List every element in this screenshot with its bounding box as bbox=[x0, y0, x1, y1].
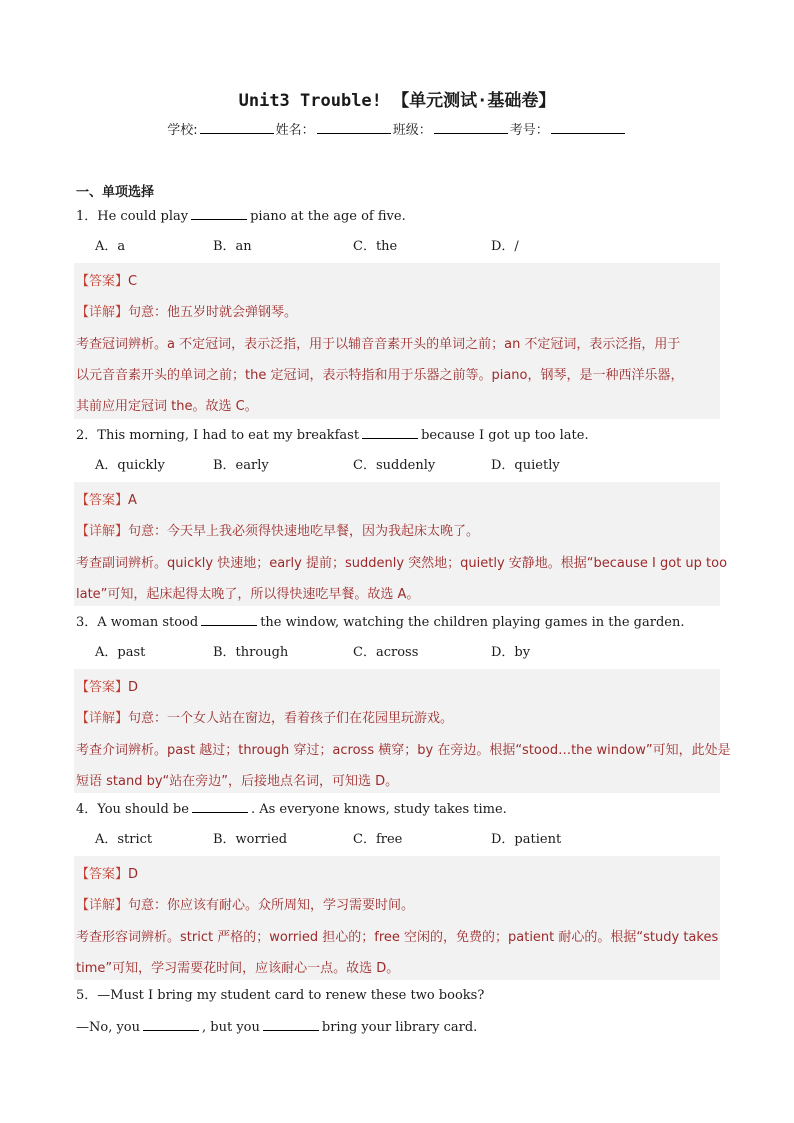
stem-text: , but you bbox=[202, 1020, 260, 1035]
stem-text: 1．He could play bbox=[76, 209, 189, 224]
detail-line bbox=[76, 707, 453, 726]
question-stem bbox=[76, 208, 406, 225]
stem-text: 2．This morning, I had to eat my breakfast bbox=[76, 428, 360, 443]
option-a[interactable]: A．past bbox=[95, 645, 146, 660]
analysis-line: 考查副词辨析。quickly 快速地；early 提前；suddenly 突然地；quietly 安静地。根据“because I got up too bbox=[76, 556, 728, 571]
answer-block bbox=[74, 856, 720, 980]
stem-text: bring your library card. bbox=[321, 1020, 478, 1035]
answer-blank bbox=[263, 1019, 319, 1031]
number-label: 考号： bbox=[509, 123, 549, 138]
stem-text: . As everyone knows, study takes time. bbox=[250, 802, 507, 817]
answer-value: A bbox=[128, 493, 137, 508]
answer-line bbox=[76, 863, 138, 882]
analysis-line: late”可知，起床起得太晚了，所以得快速吃早餐。故选 A。 bbox=[76, 587, 420, 602]
option-b[interactable]: B．worried bbox=[213, 832, 288, 847]
detail-line bbox=[76, 301, 297, 320]
answer-line bbox=[76, 270, 137, 289]
detail-tag: 【详解】 bbox=[76, 524, 129, 539]
option-b[interactable]: B．through bbox=[213, 645, 289, 660]
analysis-line: time”可知，学习需要花时间，应该耐心一点。故选 D。 bbox=[76, 961, 400, 976]
answer-blank bbox=[143, 1019, 199, 1031]
detail-tag: 【详解】 bbox=[76, 898, 129, 913]
analysis-line: 其前应用定冠词 the。故选 C。 bbox=[76, 399, 258, 414]
detail-text: 句意：他五岁时就会弹钢琴。 bbox=[128, 305, 298, 320]
answer-blank bbox=[362, 427, 418, 439]
name-label: 姓名： bbox=[275, 123, 315, 138]
stem-text: 4．You should be bbox=[76, 802, 189, 817]
analysis-line: 考查冠词辨析。a 不定冠词，表示泛指，用于以辅音音素开头的单词之前；an 不定冠词，表示泛指，用于 bbox=[76, 337, 681, 352]
answer-blank bbox=[191, 208, 247, 220]
detail-text: 句意：今天早上我必须得快速地吃早餐，因为我起床太晚了。 bbox=[128, 524, 480, 539]
class-label: 班级： bbox=[392, 123, 432, 138]
option-a[interactable]: A．a bbox=[95, 239, 126, 254]
question-stem: 5．—Must I bring my student card to renew these two books? bbox=[76, 988, 485, 1003]
detail-line bbox=[76, 520, 479, 539]
stem-text: piano at the age of five. bbox=[250, 209, 406, 224]
detail-text: 句意：一个女人站在窗边，看着孩子们在花园里玩游戏。 bbox=[128, 711, 454, 726]
answer-tag: 【答案】 bbox=[76, 274, 129, 289]
stem-text: the window, watching the children playing games in the garden. bbox=[260, 615, 685, 630]
answer-value: C bbox=[128, 274, 138, 289]
answer-value: D bbox=[128, 867, 139, 882]
analysis-line: 考查介词辨析。past 越过；through 穿过；across 横穿；by 在旁边。根据“stood…the window”可知，此处是 bbox=[76, 743, 731, 758]
answer-value: D bbox=[128, 680, 139, 695]
question-stem bbox=[76, 427, 589, 444]
answer-block bbox=[74, 263, 720, 419]
page-title: Unit3 Trouble! 【单元测试·基础卷】 bbox=[238, 91, 556, 111]
answer-blank bbox=[201, 614, 257, 626]
option-c[interactable]: C．suddenly bbox=[353, 458, 436, 473]
detail-line bbox=[76, 894, 414, 913]
detail-text: 句意：你应该有耐心。众所周知，学习需要时间。 bbox=[128, 898, 415, 913]
option-c[interactable]: C．the bbox=[353, 239, 398, 254]
analysis-line: 短语 stand by“站在旁边”，后接地点名词，可知选 D。 bbox=[76, 774, 399, 789]
stem-text: because I got up too late. bbox=[421, 428, 589, 443]
option-c[interactable]: C．free bbox=[353, 832, 403, 847]
school-label: 学校: bbox=[167, 123, 198, 138]
answer-block bbox=[74, 482, 728, 606]
detail-tag: 【详解】 bbox=[76, 711, 129, 726]
number-blank[interactable] bbox=[551, 121, 625, 134]
option-d[interactable]: D．quietly bbox=[491, 458, 560, 473]
option-d[interactable]: D．/ bbox=[491, 239, 519, 254]
answer-blank bbox=[192, 801, 248, 813]
school-blank[interactable] bbox=[200, 121, 274, 134]
answer-tag: 【答案】 bbox=[76, 493, 129, 508]
stem-text: —No, you bbox=[76, 1020, 141, 1035]
option-a[interactable]: A．strict bbox=[95, 832, 153, 847]
option-b[interactable]: B．an bbox=[213, 239, 252, 254]
answer-line bbox=[76, 676, 138, 695]
answer-line bbox=[76, 489, 137, 508]
option-d[interactable]: D．by bbox=[491, 645, 531, 660]
question-stem bbox=[76, 614, 685, 631]
answer-tag: 【答案】 bbox=[76, 680, 129, 695]
student-info-line bbox=[0, 119, 794, 138]
analysis-line: 考查形容词辨析。strict 严格的；worried 担心的；free 空闲的，免费的；patient 耐心的。根据“study takes bbox=[76, 930, 719, 945]
section-title: 一、单项选择 bbox=[76, 185, 155, 200]
name-blank[interactable] bbox=[317, 121, 391, 134]
answer-block bbox=[74, 669, 731, 793]
question-stem bbox=[76, 801, 507, 818]
answer-tag: 【答案】 bbox=[76, 867, 129, 882]
option-c[interactable]: C．across bbox=[353, 645, 419, 660]
class-blank[interactable] bbox=[434, 121, 508, 134]
detail-tag: 【详解】 bbox=[76, 305, 129, 320]
question-stem bbox=[76, 1019, 477, 1036]
analysis-line: 以元音音素开头的单词之前；the 定冠词，表示特指和用于乐器之前等。piano，钢琴，是一种西洋乐器， bbox=[76, 368, 684, 383]
option-d[interactable]: D．patient bbox=[491, 832, 562, 847]
option-a[interactable]: A．quickly bbox=[95, 458, 165, 473]
option-b[interactable]: B．early bbox=[213, 458, 269, 473]
stem-text: 3．A woman stood bbox=[76, 615, 199, 630]
